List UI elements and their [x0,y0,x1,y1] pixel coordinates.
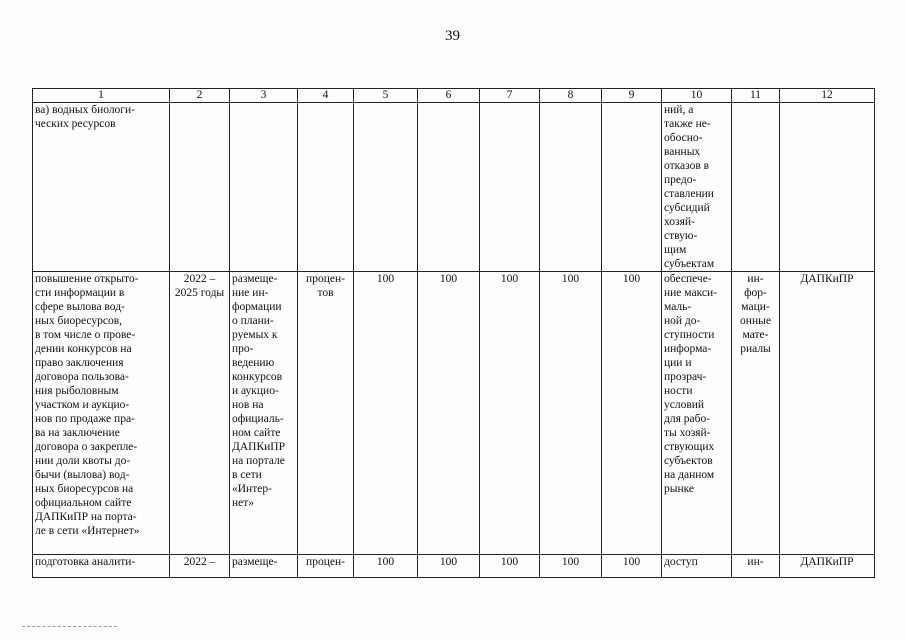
document-table [32,88,875,578]
column-header: 9 [602,89,662,103]
table-cell-value: 100 [418,555,480,578]
table-cell-indicator: размеще- ние ин- формации о плани- руемых к про- ведению конкурсов и аукцио- нов на официаль- ном сайте ДАПКиПР на портале в сети «Интер- нет» [230,272,298,555]
table-cell-value: 100 [354,272,418,555]
table-cell-responsible: ДАПКиПР [780,272,875,555]
header-row [33,89,875,103]
table-cell-measure: ва) водных биологи- ческих ресурсов [33,103,170,272]
table-cell-period: 2022 – 2025 годы [170,272,230,555]
table-cell-document [732,103,780,272]
column-header: 10 [662,89,732,103]
table-cell-document: ин- фор- маци- онные мате- риалы [732,272,780,555]
table-cell-responsible: ДАПКиПР [780,555,875,578]
table-cell-value: 100 [540,272,602,555]
table-cell-value [540,103,602,272]
table-cell-unit: процен- тов [298,272,354,555]
column-header: 12 [780,89,875,103]
table-cell-indicator [230,103,298,272]
table-cell-value [418,103,480,272]
column-header: 5 [354,89,418,103]
table-cell-indicator: размеще- [230,555,298,578]
table-row [33,103,875,272]
table-cell-measure: подготовка аналити- [33,555,170,578]
table-cell-result: обеспече- ние макси- маль- ной до- ступности информа- ции и прозрач- ности условий для рабо- ты хозяй- ствующих субъектов на данном рынке [662,272,732,555]
table-cell-document: ин- [732,555,780,578]
table-cell-value [602,103,662,272]
column-header: 7 [480,89,540,103]
column-header: 8 [540,89,602,103]
table-cell-value: 100 [418,272,480,555]
column-header: 1 [33,89,170,103]
table-cell-responsible [780,103,875,272]
table-cell-value: 100 [480,272,540,555]
table-cell-period: 2022 – [170,555,230,578]
table-cell-value: 100 [540,555,602,578]
column-header: 6 [418,89,480,103]
table-row [33,272,875,555]
column-header: 3 [230,89,298,103]
table-cell-unit [298,103,354,272]
table-cell-value: 100 [480,555,540,578]
table-cell-value: 100 [354,555,418,578]
table-cell-period [170,103,230,272]
column-header: 11 [732,89,780,103]
column-header: 2 [170,89,230,103]
table-cell-result: доступ [662,555,732,578]
table-cell-measure: повышение открыто- сти информации в сфере вылова вод- ных биоресурсов, в том числе о прове- дении конкурсов на право заключения договора пользова- ния рыболовным участком и аукцио- нов по продаже пра- ва на заключение договора о закрепле- нии доли квоты до- бычи (вылова) вод- ных биоресурсов на официальном сайте ДАПКиПР на порта- ле в сети «Интернет» [33,272,170,555]
table-cell-value: 100 [602,272,662,555]
table-cell-value: 100 [602,555,662,578]
page-number: 39 [445,28,460,44]
table-row [33,555,875,578]
table-cell-unit: процен- [298,555,354,578]
table-cell-value [354,103,418,272]
table-cell-result: ний, а также не- обосно- ванных отказов в предо- ставлении субсидий хозяй- ствую- щим субъектам [662,103,732,272]
footer-divider [22,626,117,627]
column-header: 4 [298,89,354,103]
table-cell-value [480,103,540,272]
